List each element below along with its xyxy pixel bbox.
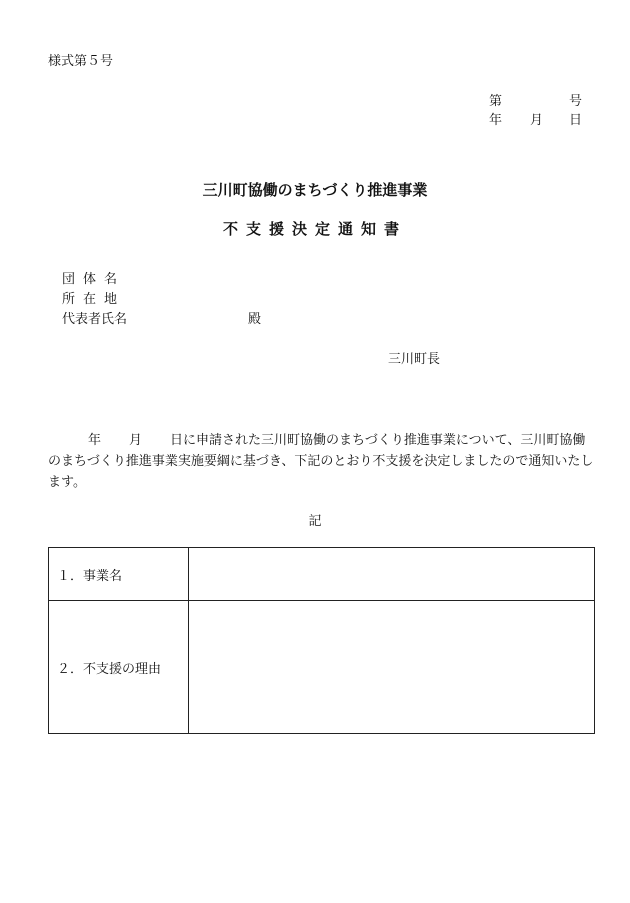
table-row-reason — [49, 601, 595, 734]
form-number: 様式第５号 — [48, 54, 114, 69]
sender-name: 三川町長 — [388, 352, 441, 367]
reason-value — [189, 601, 595, 734]
honorific: 殿 — [248, 312, 262, 327]
table-row-project-name — [49, 548, 595, 601]
notice-title: 不支援決定通知書 — [222, 220, 407, 238]
address-label: 所在地 — [62, 292, 126, 307]
note-heading: 記 — [308, 514, 322, 529]
project-title: 三川町協働のまちづくり推進事業 — [202, 181, 428, 199]
date-year-label: 年 — [489, 113, 503, 128]
body-month: 月 — [129, 433, 143, 448]
body-day: 日 — [170, 433, 184, 448]
representative-name-label: 代表者氏名 — [62, 312, 128, 327]
document-number-suffix: 号 — [569, 94, 583, 109]
reason-label: ２．不支援の理由 — [49, 601, 189, 734]
body-text: に申請された三川町協働のまちづくり推進事業について、三川町協働のまちづくり推進事業実施要綱に基づき、下記のとおり不支援を決定しましたので通知いたします。 — [48, 433, 594, 490]
document-number-prefix: 第 — [489, 94, 503, 109]
date-day-label: 日 — [569, 113, 583, 128]
organization-name-label: 団体名 — [62, 272, 126, 287]
notice-body — [48, 430, 596, 493]
project-name-label: １．事業名 — [49, 548, 189, 601]
project-name-value — [189, 548, 595, 601]
body-year: 年 — [88, 433, 102, 448]
date-month-label: 月 — [530, 113, 544, 128]
details-table — [48, 547, 595, 734]
